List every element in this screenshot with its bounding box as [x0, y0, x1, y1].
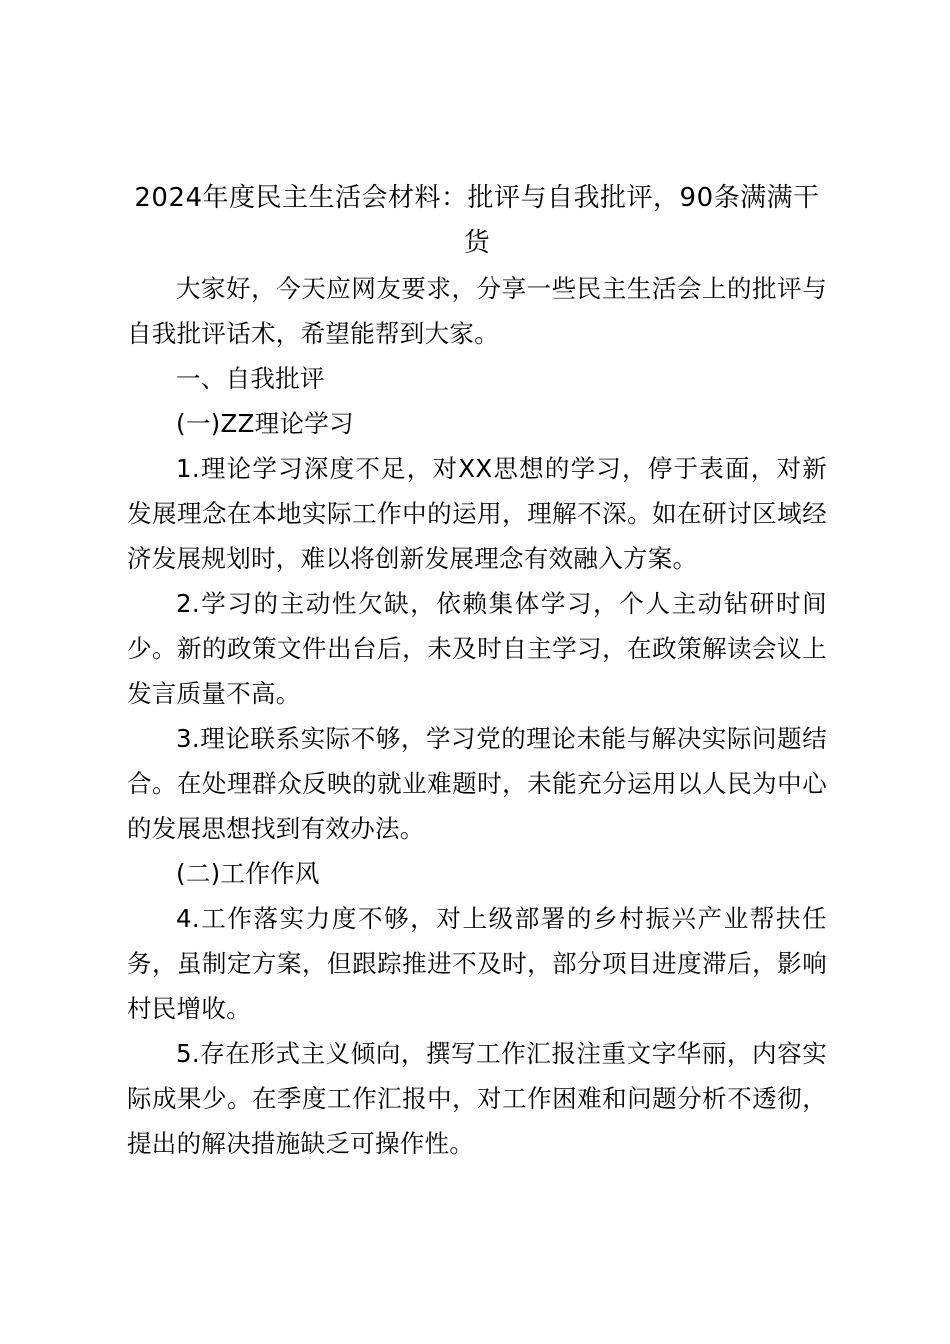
subsection-heading-theory-study: (一)ZZ理论学习 — [176, 409, 354, 438]
item-paragraph-1: 1.理论学习深度不足，对XX思想的学习，停于表面，对新发展理念在本地实际工作中的运用，理解不深。如在研讨区域经济发展规划时，难以将创新发展理念有效融入方案。 — [127, 454, 827, 573]
item-paragraph-2: 2.学习的主动性欠缺，依赖集体学习，个人主动钻研时间少。新的政策文件出台后，未及时自主学习，在政策解读会议上发言质量不高。 — [127, 589, 827, 708]
item-paragraph-3: 3.理论联系实际不够，学习党的理论未能与解决实际问题结合。在处理群众反映的就业难题时，未能充分运用以人民为中心的发展思想找到有效办法。 — [127, 724, 827, 843]
intro-paragraph: 大家好，今天应网友要求，分享一些民主生活会上的批评与自我批评话术，希望能帮到大家。 — [127, 274, 827, 348]
document-page — [127, 176, 827, 1166]
item-paragraph-4: 4.工作落实力度不够，对上级部署的乡村振兴产业帮扶任务，虽制定方案，但跟踪推进不及时，部分项目进度滞后，影响村民增收。 — [127, 904, 827, 1023]
item-paragraph-5: 5.存在形式主义倾向，撰写工作汇报注重文字华丽，内容实际成果少。在季度工作汇报中，对工作困难和问题分析不透彻，提出的解决措施缺乏可操作性。 — [127, 1039, 827, 1158]
section-heading-self-criticism: 一、自我批评 — [176, 364, 325, 393]
document-title: 2024年度民主生活会材料：批评与自我批评，90条满满干货 — [134, 183, 820, 258]
subsection-heading-work-style: (二)工作作风 — [176, 859, 320, 888]
